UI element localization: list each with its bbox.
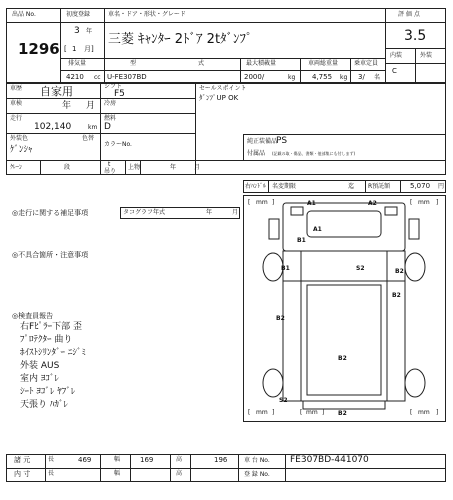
mark-a1-windshield: A1 (313, 226, 322, 233)
gross-weight: 4,755 (312, 73, 333, 81)
dims-height-label: 高 (176, 470, 183, 477)
inspector-line-1: 右Fﾋﾟﾗｰ下部 歪 (20, 322, 83, 332)
reg-year: 3 (74, 26, 80, 36)
title-label: 車名・ドア・形状・グレード (108, 11, 186, 18)
model-label: 型 (130, 60, 137, 67)
crane-ton-label: t (108, 161, 111, 168)
vehicle-title: 三菱 ｷｬﾝﾀｰ 2ﾄﾞｱ 2tﾀﾞﾝﾌﾟ (108, 32, 253, 47)
crane-label: ｸﾚｰﾝ (10, 164, 23, 171)
mark-a2-front: A2 (368, 200, 377, 207)
capacity-label: 乗車定員 (354, 60, 379, 67)
mm-close-tr: ] (436, 199, 439, 206)
model-label-2: 式 (198, 60, 205, 67)
mark-b1-left-door: B1 (281, 265, 290, 272)
mm-open-bl: [ (248, 409, 251, 416)
mark-s2-rear-left: S2 (279, 397, 288, 404)
spec-length-label: 長 (48, 456, 55, 463)
gross-weight-unit: kg (340, 74, 348, 81)
mm-tr: mm (418, 199, 430, 206)
accessory-note: (記載の取・傷品、書類・他部集にも付しまず) (272, 151, 356, 156)
sales-point: ﾀﾞﾝﾌﾟUP OK (199, 94, 239, 102)
equipment-label: 純正装備品 (247, 138, 278, 145)
reg-year-unit: 年 (86, 28, 93, 35)
inspector-line-5: 室内 ﾖｺﾞﾚ (20, 374, 59, 384)
mm-bl: mm (256, 409, 268, 416)
inspector-line-6: ｼｰﾄ ﾖｺﾞﾚ ﾔﾌﾞﾚ (20, 387, 76, 397)
first-reg-label: 初度登録 (66, 11, 91, 18)
fuel: D (104, 122, 111, 132)
inspection-year-unit: 年 (62, 101, 72, 111)
accessory-label: 付属品 (247, 150, 266, 157)
dims-label: 内 寸 (14, 470, 31, 478)
mm-open-bc: [ (300, 409, 303, 416)
displacement-label: 排気量 (68, 60, 87, 67)
model-code: U-FE307BD (107, 73, 147, 81)
mm-close-tl: ] (272, 199, 275, 206)
mark-b2-right-side: B2 (392, 292, 401, 299)
grade-score: 3.5 (404, 28, 427, 44)
mm-close-bc: ] (322, 409, 325, 416)
displacement: 4210 (66, 73, 84, 81)
spec-label: 諸 元 (14, 456, 31, 464)
capacity-unit: 名 (374, 74, 381, 81)
displacement-unit: cc (94, 74, 101, 81)
inspection-month-unit: 月 (86, 101, 96, 111)
lot-no-label: 出品 No. (12, 11, 36, 18)
mm-open-tl: [ (248, 199, 251, 206)
spec-height-label: 高 (176, 456, 183, 463)
inspection-label: 車検 (10, 100, 23, 107)
max-load-label: 最大積載量 (246, 60, 277, 67)
reg-deadline-until: 迄 (348, 183, 355, 190)
mm-br: mm (418, 409, 430, 416)
mm-open-tr: [ (410, 199, 413, 206)
gross-weight-label: 車両総重量 (308, 60, 339, 67)
lot-no: 1296 (18, 40, 60, 58)
crane-hoist-label: 吊り (104, 168, 117, 175)
max-load: 2000/ (244, 73, 265, 81)
inspector-report-label: ◎検査員報告 (12, 312, 54, 320)
reg-deadline-label: 名変期限 (272, 183, 297, 190)
recycle-fee: 5,070 (410, 182, 431, 190)
tacho-label: タコグラフ年式 (123, 209, 166, 216)
sales-point-label: セールスポイント (199, 85, 247, 92)
bed-label: 上物 (128, 164, 141, 171)
spec-width: 169 (140, 456, 154, 464)
mark-b2-rear: B2 (338, 410, 347, 417)
mm-tl: mm (256, 199, 268, 206)
color-no-label: 色替 (82, 135, 95, 142)
color-label: 外装色 (10, 135, 29, 142)
mm-open-br: [ (410, 409, 413, 416)
truck-outline (243, 195, 446, 422)
max-load-unit: kg (288, 74, 296, 81)
mileage-note-label: ◎走行に関する補足事項 (12, 209, 89, 217)
usage: 自家用 (40, 85, 73, 98)
ac-label: 冷房 (104, 100, 117, 107)
mark-b2-left-side: B2 (276, 315, 285, 322)
interior-grade: C (392, 67, 397, 75)
exterior-label: 外装 (420, 52, 433, 59)
inspector-line-3: ﾎｲｽﾄｼﾘﾝﾀﾞｰ ﾆｼﾞﾐ (20, 348, 86, 358)
bed-month-unit: 月 (194, 164, 201, 171)
inspector-line-7: 天張り ﾊｶﾞﾚ (20, 400, 68, 410)
color-no: カラーNo. (104, 141, 132, 148)
mark-a1-front: A1 (307, 200, 316, 207)
interior-label: 内装 (390, 52, 403, 59)
dims-length-label: 長 (48, 470, 55, 477)
mark-b2-right-wheel: B2 (395, 268, 404, 275)
chassis-label: 車 台 No. (244, 457, 270, 464)
bed-year-unit: 年 (170, 164, 177, 171)
usage-label: 車歴 (10, 85, 23, 92)
mm-bc: mm (306, 409, 318, 416)
mileage-unit: km (88, 124, 98, 131)
shift: F5 (114, 89, 125, 99)
capacity: 3/ (358, 73, 365, 81)
tacho-month-unit: 月 (232, 209, 239, 216)
reg-month-open: [ (64, 45, 67, 53)
fuel-label: 燃料 (104, 115, 117, 122)
mark-b2-bed: B2 (338, 355, 347, 362)
grade-label: 評 価 点 (398, 11, 420, 18)
chassis-no: FE307BD-441070 (290, 455, 369, 465)
inspector-line-2: ﾌﾟﾛﾃｸﾀｰ 曲り (20, 335, 73, 345)
recycle-label: R預託額 (368, 183, 391, 190)
defects-label: ◎不具合箇所・注意事項 (12, 251, 89, 259)
mm-close-br: ] (436, 409, 439, 416)
reg-month: 1 (72, 45, 77, 53)
color: ｹﾞﾝｼｬ (10, 145, 33, 155)
mileage: 102,140 (34, 122, 72, 132)
tacho-year-unit: 年 (206, 209, 213, 216)
recycle-yen: 円 (438, 183, 445, 190)
reg-no-label: 登 録 No. (244, 471, 270, 478)
handle-position: 右ﾊﾝﾄﾞﾙ (245, 183, 267, 190)
mileage-label: 走行 (10, 115, 23, 122)
mark-s2-right-door: S2 (356, 265, 365, 272)
mm-close-bl: ] (272, 409, 275, 416)
equipment: PS (276, 136, 288, 146)
spec-width-label: 幅 (114, 456, 121, 463)
crane-stage-label: 段 (64, 164, 71, 171)
dims-width-label: 幅 (114, 470, 121, 477)
spec-height: 196 (214, 456, 228, 464)
shift-label: シフト (104, 83, 123, 90)
inspector-line-4: 外装 AUS (20, 361, 60, 371)
reg-month-close: 月] (84, 45, 94, 53)
mark-b1-cab: B1 (297, 237, 306, 244)
spec-length: 469 (78, 456, 92, 464)
